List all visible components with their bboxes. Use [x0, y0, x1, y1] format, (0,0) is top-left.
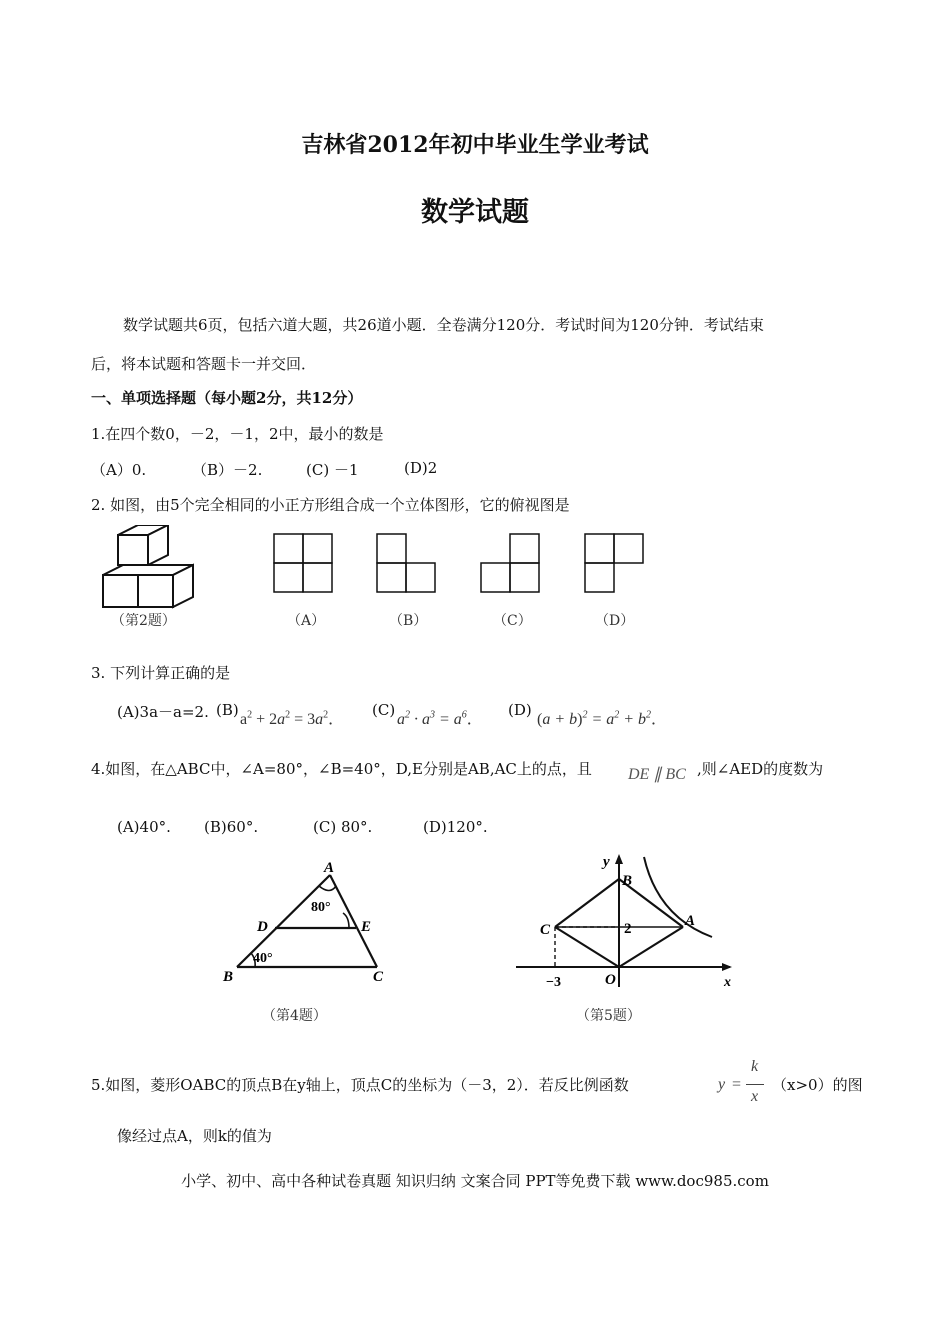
q4-stem-part1: 4.如图，在△ABC中，∠A=80°，∠B=40°，D,E分别是AB,AC上的点，且	[91, 760, 592, 778]
q2-figure-caption: （第2题）	[111, 613, 176, 629]
q4-label-d: D	[257, 919, 268, 935]
exam-subtitle: 数学试题	[421, 197, 529, 228]
q3-option-c-label: (C)	[372, 701, 396, 719]
q5-label-a: A	[685, 913, 696, 929]
intro-line-1: 数学试题共6页，包括六道大题，共26道小题．全卷满分120分．考试时间为120分钟．考试结束	[123, 316, 764, 334]
q5-stem-part2: （x>0）的图	[772, 1076, 863, 1094]
q4-label-a: A	[324, 860, 335, 876]
q2-stem: 2. 如图，由5个完全相同的小正方形组合成一个立体图形，它的俯视图是	[91, 496, 570, 514]
q1-option-d: (D)2	[404, 459, 438, 477]
q5-figure-caption: （第5题）	[576, 1008, 641, 1024]
q4-label-b: B	[223, 969, 234, 985]
q4-option-a: (A)40°.	[117, 818, 171, 836]
q4-label-e: E	[361, 919, 372, 935]
q5-label-x-axis: x	[724, 975, 731, 990]
q1-stem: 1.在四个数0，－2，－1，2中，最小的数是	[91, 425, 384, 443]
q5-stem-part1: 5.如图，菱形OABC的顶点B在y轴上，顶点C的坐标为（－3，2）．若反比例函数	[91, 1076, 629, 1094]
q5-coordinate-figure	[512, 852, 737, 992]
q4-label-c: C	[373, 969, 384, 985]
q4-stem-part2: ,则∠AED的度数为	[697, 760, 824, 778]
q5-label-y-axis: y	[603, 854, 610, 870]
q2-option-b-label: （B）	[389, 613, 428, 629]
q4-label-angle-b: 40°	[253, 951, 273, 966]
q3-option-a-expr: 3a－a=2.	[139, 703, 209, 721]
q4-option-b: (B)60°.	[204, 818, 259, 836]
q4-triangle-figure	[215, 855, 395, 995]
q4-label-angle-a: 80°	[311, 900, 331, 915]
q2-option-a-figure	[273, 533, 335, 595]
q2-option-d-figure	[584, 533, 646, 595]
q2-option-c-label: （C）	[493, 613, 532, 629]
q5-stem-line2: 像经过点A，则k的值为	[117, 1127, 272, 1145]
q3-option-d-expr: $(a + b)^2 = a^2 + b^2$．	[537, 709, 668, 728]
q4-stem-expr: DE ∥ BC	[628, 766, 686, 783]
q3-option-c-expr: $a^2 \cdot a^3 = a^6$．	[397, 709, 483, 728]
q4-option-c: (C) 80°.	[313, 818, 373, 836]
q4-option-d: (D)120°.	[423, 818, 488, 836]
q3-option-d-label: (D)	[508, 701, 532, 719]
q2-option-b-figure	[376, 533, 438, 595]
q5-label-c: C	[540, 922, 551, 938]
q3-option-b-label: (B)	[216, 701, 239, 719]
q2-option-a-label: （A）	[287, 613, 326, 629]
q3-option-b-expr: $a^2 + 2a^2 = 3a^2$．	[240, 709, 345, 728]
q3-option-a-label: (A)	[117, 703, 140, 721]
q1-option-c: (C) －1	[306, 461, 359, 479]
page-footer: 小学、初中、高中各种试卷真题 知识归纳 文案合同 PPT等免费下载 www.doc985.com	[181, 1172, 769, 1190]
q5-function-expr: y = k x	[718, 1058, 768, 1108]
q5-label-neg3: −3	[546, 975, 561, 990]
q1-option-a: （A）0.	[91, 461, 147, 479]
q2-option-d-label: （D）	[595, 613, 635, 629]
q5-label-b: B	[622, 873, 633, 889]
q5-label-o: O	[605, 972, 616, 988]
q3-stem: 3. 下列计算正确的是	[91, 664, 231, 682]
intro-line-2: 后，将本试题和答题卡一并交回．	[91, 355, 317, 373]
q1-option-b: （B）－2.	[192, 461, 263, 479]
q5-label-two: 2	[624, 921, 632, 937]
section-heading: 一、单项选择题（每小题2分，共12分）	[91, 389, 363, 407]
exam-title: 吉林省2012年初中毕业生学业考试	[301, 132, 649, 158]
q3-option-a	[117, 701, 209, 722]
q2-option-c-figure	[480, 533, 542, 595]
q4-figure-caption: （第4题）	[262, 1008, 327, 1024]
